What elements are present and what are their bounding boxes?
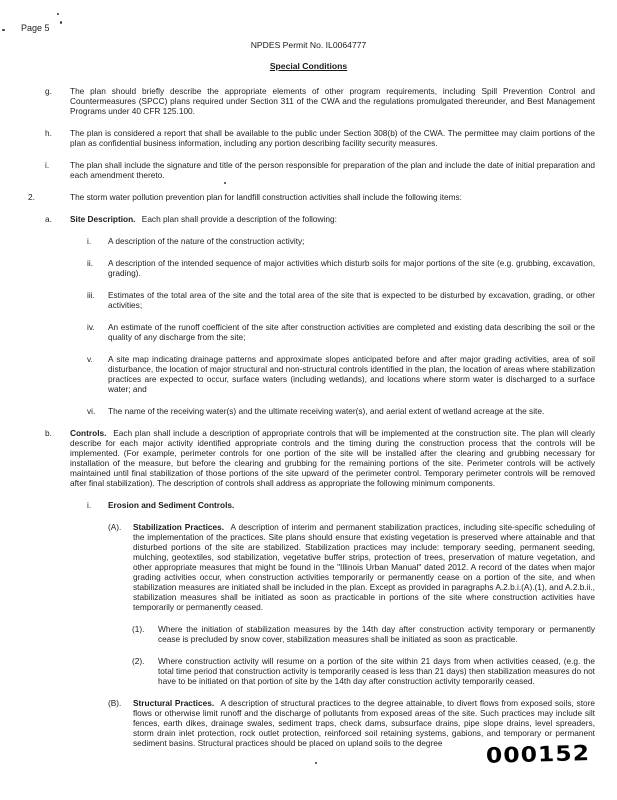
list-marker: ii. <box>87 258 93 268</box>
permit-number: NPDES Permit No. IL0064777 <box>250 40 367 50</box>
heading-erosion-sediment-controls <box>0 500 617 510</box>
list-marker: (1). <box>132 624 145 634</box>
list-marker: (A). <box>108 522 122 532</box>
item-text: A description of the intended sequence of major activities which disturb soils for major portions of the site (e.g. grubbing, excavation, grading). <box>108 258 595 278</box>
page-stamp-number: 000152 <box>485 741 591 769</box>
clause-g <box>0 86 617 116</box>
clause-text: The storm water pollution prevention plan for landfill construction activities shall include the following items: <box>70 192 462 202</box>
list-marker: a. <box>45 214 52 224</box>
list-marker: g. <box>45 86 52 96</box>
scan-speck <box>315 762 317 764</box>
site-item-iv <box>0 322 617 342</box>
item-text: The name of the receiving water(s) and the ultimate receiving water(s), and aerial extent of wetland acreage at the site. <box>108 406 545 416</box>
clause-text: Where the initiation of stabilization measures by the 14th day after construction activity temporary or permanently cease is precluded by snow cover, stabilization measures shall be initiated as soon as practicable. <box>158 624 595 644</box>
list-marker: i. <box>87 236 92 246</box>
clause-h <box>0 128 617 148</box>
list-marker: 2. <box>28 192 35 202</box>
clause-A-stabilization-practices <box>0 522 617 612</box>
site-item-iii <box>0 290 617 310</box>
clause-heading: Site Description. <box>70 214 136 224</box>
scan-speck <box>2 29 5 31</box>
site-item-i <box>0 236 617 246</box>
clause-b-controls <box>0 428 617 488</box>
clause-text: The plan should briefly describe the appropriate elements of other program requirements, including Spill Prevention Control and Countermeasures (SPCC) plans required under Section 311 of the CWA and the regulations promulgated thereunder, and Best Management Programs under 40 CFR 125.100. <box>70 86 595 116</box>
clause-heading: Structural Practices. <box>133 698 215 708</box>
site-item-vi <box>0 406 617 416</box>
clause-text: Where construction activity will resume on a portion of the site within 21 days from when activities ceased, (e.g. the total time period that construction activity is temporarily ceased is less than 21 days) then stabilization measures do not have to be initiated on that portion of site by the 14th day after construction activity temporarily ceased. <box>158 656 595 686</box>
list-marker: iv. <box>87 322 95 332</box>
subclause-2 <box>0 656 617 686</box>
list-marker: i. <box>45 160 50 170</box>
clause-i <box>0 160 617 180</box>
scan-speck <box>224 182 226 184</box>
clause-heading: Controls. <box>70 428 107 438</box>
item-text: An estimate of the runoff coefficient of the site after construction activities are completed and existing data describing the soil or the quality of any discharge from the site; <box>108 322 595 342</box>
clause-text: A description of interim and permanent stabilization practices, including site-specific scheduling of the implementation of the practices. Site plans should ensure that existing vegetation is preserved where attainable and that disturbed portions of the site are stabilized. Stabilization practices may include: temporary seeding, permanent seeding, mulching, geotextiles, sod stabilization, vegetative buffer strips, protection of trees, preservation of mature vegetation, and other appropriate measures that might be found in the "Illinois Urban Manual" dated 2012. A record of the dates when major grading activities occur, when construction activities temporarily or permanently cease on a portion of the site, and when stabilization measures are initiated shall be included in the plan. Except as provided in paragraphs A.2.b.i.(A).(1), and A.2.b.ii., stabilization measures shall be initiated as soon as practicable in portions of the site where construction activities have temporarily or permanently ceased. <box>133 522 596 612</box>
list-marker: i. <box>87 500 92 510</box>
clause-text: A description of structural practices to the degree attainable, to divert flows from exposed soils, store flows or otherwise limit runoff and the discharge of pollutants from exposed areas of the site. Such practices may include silt fences, earth dikes, drainage swales, sediment traps, check dams, subsurface drains, pipe slope drains, level spreaders, storm drain inlet protection, rock outlet protection, reinforced soil retaining systems, gabions, and temporary or permanent sediment basins. Structural practices should be placed on upland soils to the degree <box>133 698 595 748</box>
list-marker: v. <box>87 354 93 364</box>
clause-text: Each plan shall provide a description of the following: <box>141 214 337 224</box>
clause-text: Each plan shall include a description of appropriate controls that will be implemented at the construction site. The plan will clearly describe for each major activity identified appropriate controls and the timing during the construction process that the controls will be implemented. (For example, perimeter controls for one portion of the site will be installed after the clearing and grubbing necessary for installation of the measure, but before the clearing and grubbing for the remaining portions of the site. Perimeter controls will be actively maintained until final stabilization of those portions of the site upward of the perimeter control. Temporary perimeter controls will be removed after final stabilization). The description of controls shall address as appropriate the following minimum components. <box>70 428 596 488</box>
clause-text: The plan shall include the signature and title of the person responsible for preparation of the plan and include the date of initial preparation and each amendment thereto. <box>70 160 595 180</box>
clause-text: The plan is considered a report that shall be available to the public under Section 308(b) of the CWA. The permittee may claim portions of the plan as confidential business information, including any portion describing facility security measures. <box>70 128 595 148</box>
list-marker: b. <box>45 428 52 438</box>
document-title: Special Conditions <box>269 61 348 71</box>
subclause-1 <box>0 624 617 644</box>
site-item-v <box>0 354 617 394</box>
clause-B-structural-practices <box>0 698 617 748</box>
list-marker: vi. <box>87 406 96 416</box>
clause-a-site-description <box>0 214 617 224</box>
item-text: A site map indicating drainage patterns and approximate slopes anticipated before and after major grading activities, area of soil disturbance, the location of major structural and non-structural controls identified in the plan, the location of areas where stabilization practices are expected to occur, surface waters (including wetlands), and locations where storm water is discharged to a surface water; and <box>108 354 595 394</box>
site-item-ii <box>0 258 617 278</box>
clause-heading: Erosion and Sediment Controls. <box>108 500 235 510</box>
list-marker: h. <box>45 128 52 138</box>
list-marker: (2). <box>132 656 145 666</box>
clause-heading: Stabilization Practices. <box>133 522 225 532</box>
item-text: Estimates of the total area of the site and the total area of the site that is expected to be disturbed by excavation, grading, or other activities; <box>108 290 595 310</box>
scan-speck <box>60 21 62 24</box>
item-text: A description of the nature of the construction activity; <box>108 236 305 246</box>
list-marker: iii. <box>87 290 95 300</box>
scan-speck <box>57 13 59 15</box>
page-number: Page 5 <box>21 23 50 33</box>
clause-2 <box>0 192 617 202</box>
list-marker: (B). <box>108 698 122 708</box>
